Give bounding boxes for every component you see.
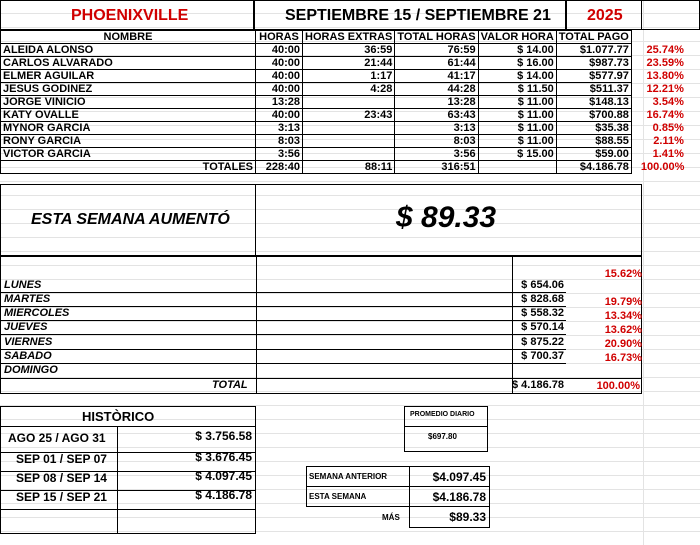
table-row — [1, 70, 687, 83]
employee-pay[interactable]: $987.73 — [556, 57, 631, 70]
employee-hours[interactable]: 3:13 — [256, 122, 303, 135]
employee-total[interactable]: 76:59 — [395, 44, 478, 57]
col-header-horas-extras[interactable]: HORAS EXTRAS — [303, 31, 395, 44]
col-header-total-horas[interactable]: TOTAL HORAS — [395, 31, 478, 44]
totals-total[interactable]: 316:51 — [395, 161, 478, 174]
totals-rate-empty[interactable] — [478, 161, 556, 174]
compare-more-value[interactable]: $89.33 — [449, 510, 486, 524]
city-cell[interactable] — [0, 0, 254, 30]
employee-pay[interactable]: $35.38 — [556, 122, 631, 135]
employee-extra[interactable]: 21:44 — [303, 57, 395, 70]
employee-pct[interactable]: 12.21% — [646, 83, 684, 95]
city-title: PHOENIXVILLE — [71, 7, 189, 24]
totals-pct[interactable]: 100.00% — [640, 161, 685, 173]
compare-prev-value[interactable]: $4.097.45 — [432, 470, 486, 484]
day-amount[interactable]: $ 828.68 — [521, 293, 564, 305]
col-header-horas[interactable]: HORAS — [256, 31, 303, 44]
employee-extra[interactable]: 23:43 — [303, 109, 395, 122]
day-label[interactable]: LUNES — [4, 279, 42, 291]
employee-rate[interactable]: $ 11.00 — [478, 135, 556, 148]
totals-hours[interactable]: 228:40 — [256, 161, 303, 174]
day-total-label[interactable]: TOTAL — [212, 379, 248, 391]
employee-pct[interactable]: 1.41% — [652, 148, 684, 160]
day-amount[interactable]: $ 654.06 — [521, 279, 564, 291]
employee-total[interactable]: 3:56 — [395, 148, 478, 161]
employee-total[interactable]: 61:44 — [395, 57, 478, 70]
employee-name[interactable]: ALEIDA ALONSO — [1, 44, 256, 57]
day-label[interactable]: MIERCOLES — [4, 307, 70, 319]
employee-extra[interactable] — [303, 122, 395, 135]
employee-pct[interactable]: 13.80% — [646, 70, 684, 82]
header-empty-cell[interactable] — [642, 0, 700, 30]
history-amount[interactable]: $ 3.756.58 — [195, 429, 252, 443]
totals-label[interactable]: TOTALES — [1, 161, 256, 174]
employee-name[interactable]: ELMER AGUILAR — [1, 70, 256, 83]
employee-rate[interactable]: $ 14.00 — [478, 44, 556, 57]
employee-rate[interactable]: $ 11.00 — [478, 96, 556, 109]
daily-average-label[interactable]: PROMEDIO DIARIO — [410, 411, 475, 418]
employee-pct[interactable]: 25.74% — [646, 44, 684, 56]
day-amount[interactable]: $ 558.32 — [521, 307, 564, 319]
history-amount[interactable]: $ 4.097.45 — [195, 469, 252, 483]
employee-pay[interactable]: $148.13 — [556, 96, 631, 109]
table-row — [1, 109, 687, 122]
day-pct[interactable]: 20.90% — [604, 338, 642, 350]
employee-hours[interactable]: 40:00 — [256, 57, 303, 70]
employee-rate[interactable]: $ 11.00 — [478, 109, 556, 122]
employee-pct[interactable]: 0.85% — [652, 122, 684, 134]
col-header-nombre[interactable]: NOMBRE — [1, 31, 256, 44]
increase-label: ESTA SEMANA AUMENTÓ — [31, 211, 230, 228]
employee-hours[interactable]: 40:00 — [256, 70, 303, 83]
employee-pct[interactable]: 23.59% — [646, 57, 684, 69]
table-row — [1, 135, 687, 148]
totals-row — [1, 161, 687, 174]
employee-name[interactable]: JESUS GODINEZ — [1, 83, 256, 96]
daily-average-value[interactable]: $697.80 — [428, 432, 457, 441]
employee-name[interactable]: JORGE VINICIO — [1, 96, 256, 109]
day-pct[interactable]: 16.73% — [604, 352, 642, 364]
day-total-pct[interactable]: 100.00% — [596, 380, 640, 392]
day-pct[interactable]: 19.79% — [604, 296, 642, 308]
table-row — [1, 148, 687, 161]
employee-rate[interactable]: $ 14.00 — [478, 70, 556, 83]
table-row — [1, 83, 687, 96]
employee-name[interactable]: KATY OVALLE — [1, 109, 256, 122]
employee-rate[interactable]: $ 11.00 — [478, 122, 556, 135]
totals-extra[interactable]: 88:11 — [303, 161, 395, 174]
employee-pay[interactable]: $1.077.77 — [556, 44, 631, 57]
employee-total[interactable]: 3:13 — [395, 122, 478, 135]
compare-more-label[interactable]: MÁS — [382, 513, 400, 522]
col-header-valor-hora[interactable]: VALOR HORA — [478, 31, 556, 44]
day-amount[interactable]: $ 700.37 — [521, 350, 564, 362]
employee-pct[interactable]: 2.11% — [653, 135, 684, 147]
employee-total[interactable]: 41:17 — [395, 70, 478, 83]
col-header-total-pago[interactable]: TOTAL PAGO — [556, 31, 631, 44]
employee-pay[interactable]: $700.88 — [556, 109, 631, 122]
employee-extra[interactable]: 4:28 — [303, 83, 395, 96]
employee-name[interactable]: CARLOS ALVARADO — [1, 57, 256, 70]
employee-extra[interactable] — [303, 148, 395, 161]
employee-rate[interactable]: $ 11.50 — [478, 83, 556, 96]
day-label[interactable]: DOMINGO — [4, 364, 58, 376]
employee-hours[interactable]: 8:03 — [256, 135, 303, 148]
history-title[interactable]: HISTÒRICO — [82, 409, 155, 424]
history-week[interactable]: SEP 15 / SEP 21 — [16, 490, 107, 504]
employee-total[interactable]: 44:28 — [395, 83, 478, 96]
employee-pct[interactable]: 16.74% — [646, 109, 684, 121]
day-pct[interactable]: 13.62% — [604, 324, 642, 336]
history-amount[interactable]: $ 3.676.45 — [195, 450, 252, 464]
history-amount[interactable]: $ 4.186.78 — [195, 488, 252, 502]
year-cell[interactable] — [566, 0, 642, 30]
employee-pay[interactable]: $577.97 — [556, 70, 631, 83]
table-row — [1, 122, 687, 135]
table-row — [1, 96, 687, 109]
totals-pay[interactable]: $4.186.78 — [556, 161, 631, 174]
increase-label-cell[interactable] — [0, 184, 256, 256]
employee-pay[interactable]: $511.37 — [556, 83, 631, 96]
increase-value-cell[interactable] — [255, 184, 642, 256]
table-row — [1, 57, 687, 70]
day-label[interactable]: MARTES — [4, 293, 51, 305]
employee-extra[interactable]: 36:59 — [303, 44, 395, 57]
employee-extra[interactable] — [303, 135, 395, 148]
compare-this-label[interactable]: ESTA SEMANA — [309, 492, 367, 501]
day-total-amount[interactable]: $ 4.186.78 — [512, 379, 564, 391]
compare-this-value[interactable]: $4.186.78 — [432, 490, 486, 504]
employee-extra[interactable] — [303, 96, 395, 109]
employees-table — [0, 30, 687, 174]
employee-hours[interactable]: 40:00 — [256, 44, 303, 57]
employee-hours[interactable]: 3:56 — [256, 148, 303, 161]
employee-total[interactable]: 8:03 — [395, 135, 478, 148]
day-amount[interactable]: $ 570.14 — [521, 321, 564, 333]
employee-hours[interactable]: 40:00 — [256, 109, 303, 122]
day-amount[interactable]: $ 875.22 — [521, 336, 564, 348]
history-week[interactable]: SEP 01 / SEP 07 — [16, 452, 107, 466]
increase-value: $ 89.33 — [396, 201, 497, 234]
day-pct[interactable]: 13.34% — [604, 310, 642, 322]
week-title: SEPTIEMBRE 15 / SEPTIEMBRE 21 — [285, 7, 551, 24]
employee-total[interactable]: 13:28 — [395, 96, 478, 109]
employee-rate[interactable]: $ 16.00 — [478, 57, 556, 70]
year-title: 2025 — [587, 7, 623, 24]
employee-name[interactable]: MYNOR GARCIA — [1, 122, 256, 135]
employee-hours[interactable]: 13:28 — [256, 96, 303, 109]
table-row — [1, 44, 687, 57]
employee-extra[interactable]: 1:17 — [303, 70, 395, 83]
employee-name[interactable]: VICTOR GARCIA — [1, 148, 256, 161]
employee-rate[interactable]: $ 15.00 — [478, 148, 556, 161]
employee-total[interactable]: 63:43 — [395, 109, 478, 122]
table-header-row — [1, 31, 687, 44]
history-week[interactable]: AGO 25 / AGO 31 — [8, 431, 106, 445]
history-week[interactable]: SEP 08 / SEP 14 — [16, 471, 107, 485]
day-label[interactable]: JUEVES — [4, 321, 48, 333]
col-header-pct — [631, 31, 686, 44]
employee-hours[interactable]: 40:00 — [256, 83, 303, 96]
employee-pct[interactable]: 3.54% — [652, 96, 684, 108]
day-label[interactable]: SABADO — [4, 350, 52, 362]
employee-name[interactable]: RONY GARCIA — [1, 135, 256, 148]
employee-pay[interactable]: $88.55 — [556, 135, 631, 148]
employee-pay[interactable]: $59.00 — [556, 148, 631, 161]
compare-prev-label[interactable]: SEMANA ANTERIOR — [309, 472, 388, 481]
week-cell[interactable] — [254, 0, 566, 30]
day-label[interactable]: VIERNES — [4, 336, 53, 348]
day-pct[interactable]: 15.62% — [604, 268, 642, 280]
